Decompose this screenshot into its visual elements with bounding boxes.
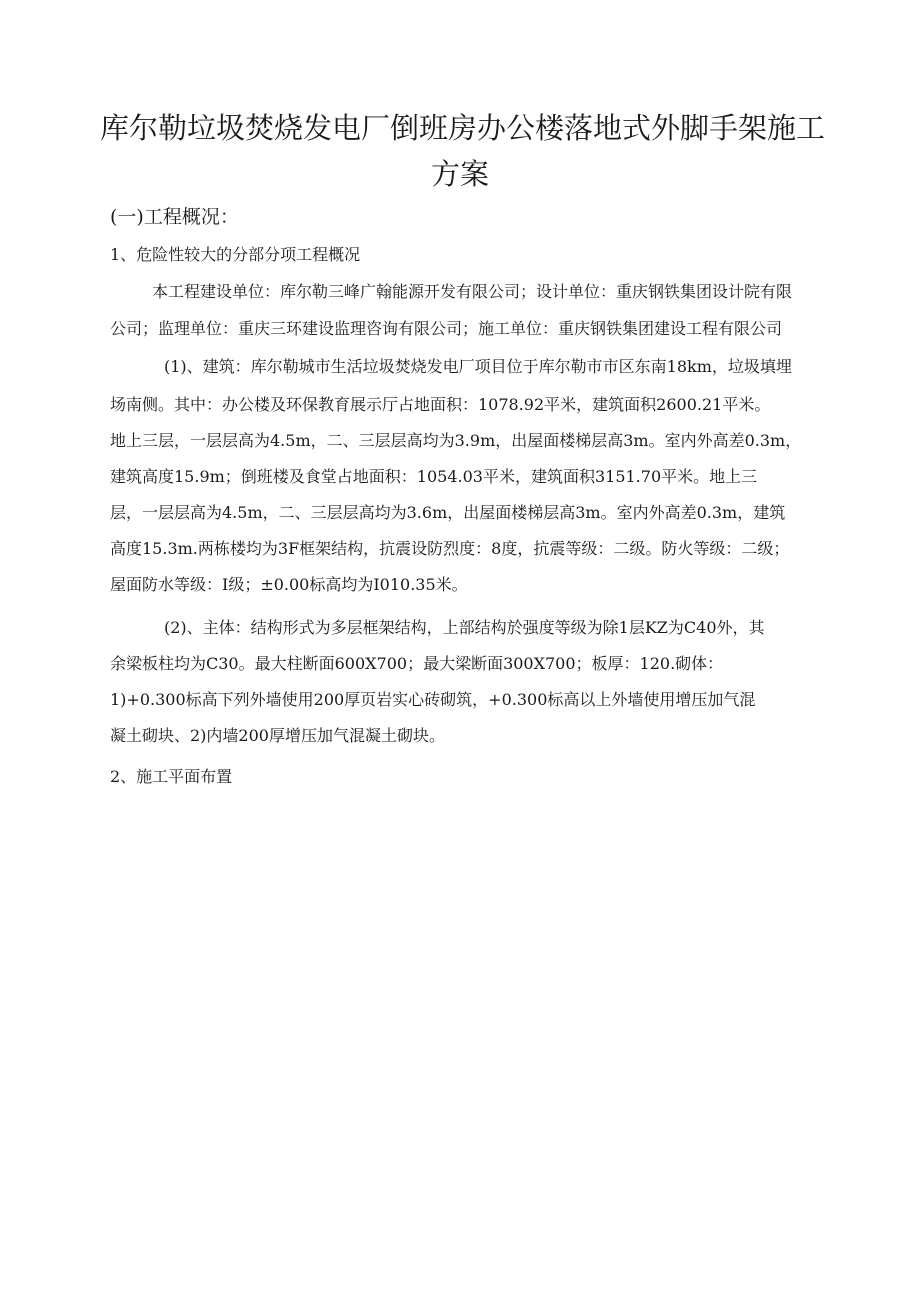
paragraph-line: 建筑高度15.9m；倒班楼及食堂占地面积：1054.03平米，建筑面积3151.70平米。地上三 (110, 467, 758, 486)
paragraph-line: 1)+0.300标高下列外墙使用200厚页岩实心砖砌筑，+0.300标高以上外墙使用增压加气混 (110, 690, 756, 709)
paragraph-line: 公司；监理单位：重庆三环建设监理咨询有限公司；施工单位：重庆钢铁集团建设工程有限公司 (110, 319, 783, 338)
paragraph-line: 余梁板柱均为C30。最大柱断面600X700；最大梁断面300X700；板厚：120.砌体： (110, 654, 724, 673)
document-title-line-2: 方案 (430, 157, 489, 191)
paragraph-line: 凝土砌块、2)内墙200厚增压加气混凝土砌块。 (110, 726, 445, 745)
paragraph-line: 高度15.3m.两栋楼均为3F框架结构，抗震设防烈度：8度，抗震等级：二级。防火等级：二级； (110, 539, 790, 558)
section-heading-project-overview: (一)工程概况： (110, 206, 239, 228)
subsection-heading-site-layout: 2、施工平面布置 (110, 767, 233, 786)
paragraph-line: (1)、建筑：库尔勒城市生活垃圾焚烧发电厂项目位于库尔勒市市区东南18km，垃圾填埋 (164, 357, 792, 376)
paragraph-line: (2)、主体：结构形式为多层框架结构，上部结构於强度等级为除1层KZ为C40外，其 (164, 618, 765, 637)
paragraph-line: 地上三层，一层层高为4.5m，二、三层层高均为3.9m，出屋面楼梯层高3m。室内外高差0.3m， (110, 431, 802, 450)
subsection-heading-hazardous-works: 1、危险性较大的分部分项工程概况 (110, 245, 361, 264)
paragraph-line: 本工程建设单位：库尔勒三峰广翰能源开发有限公司；设计单位：重庆钢铁集团设计院有限 (152, 282, 793, 301)
paragraph-line: 层，一层层高为4.5m，二、三层层高均为3.6m，出屋面楼梯层高3m。室内外高差0.3m，建筑 (110, 503, 786, 522)
paragraph-line: 屋面防水等级：Ⅰ级；±0.00标高均为I010.35米。 (110, 575, 468, 594)
paragraph-line: 场南侧。其中：办公楼及环保教育展示厅占地面积：1078.92平米，建筑面积2600.21平米。 (110, 395, 771, 414)
document-title-line-1: 库尔勒垃圾焚烧发电厂倒班房办公楼落地式外脚手架施工 (100, 111, 826, 145)
